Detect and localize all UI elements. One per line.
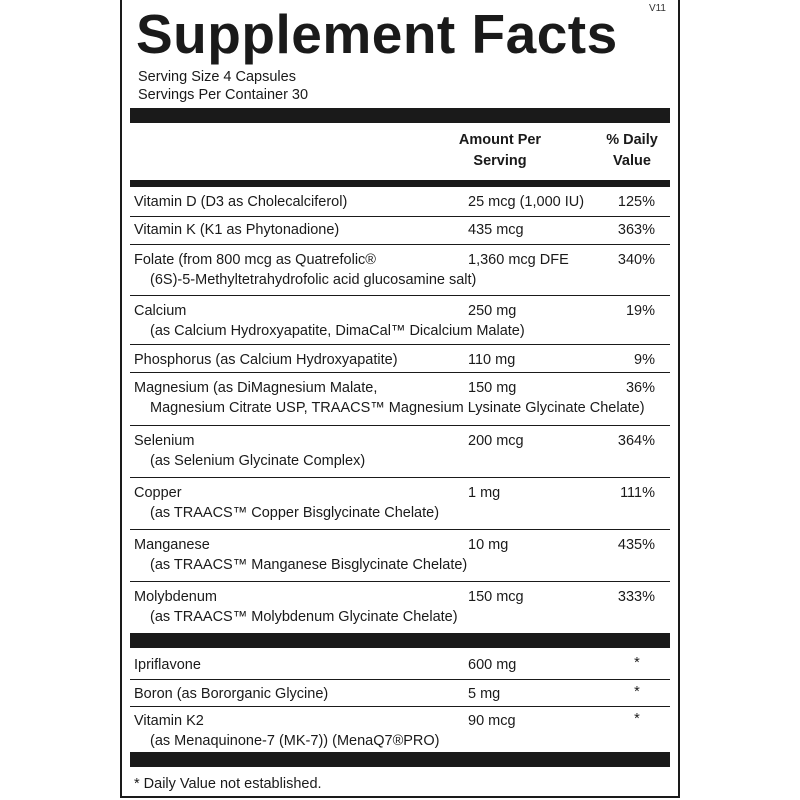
- nutrient-source: (as TRAACS™ Molybdenum Glycinate Chelate): [150, 609, 458, 625]
- nutrient-name: Magnesium (as DiMagnesium Malate,: [134, 380, 378, 396]
- nutrient-source: (6S)-5-Methyltetrahydrofolic acid glucosamine salt): [150, 272, 477, 288]
- nutrient-name: Calcium: [134, 303, 187, 319]
- row-divider: [130, 581, 670, 582]
- nutrient-daily-value: 333%: [617, 589, 655, 605]
- nutrient-amount: 1,360 mcg DFE: [468, 252, 569, 268]
- row-divider: [130, 477, 670, 478]
- nutrient-daily-value: 340%: [617, 252, 655, 268]
- nutrient-name: Boron (as Bororganic Glycine): [134, 686, 329, 702]
- serving-size: Serving Size 4 Capsules: [138, 69, 296, 85]
- nutrient-name: Ipriflavone: [134, 657, 201, 673]
- nutrient-source: (as Calcium Hydroxyapatite, DimaCal™ Dicalcium Malate): [150, 323, 525, 339]
- amount-header-line2: Serving: [473, 153, 527, 169]
- nutrient-name: Folate (from 800 mcg as Quatrefolic®: [134, 252, 376, 268]
- nutrient-amount: 5 mg: [468, 686, 501, 702]
- nutrient-name: Molybdenum: [134, 589, 218, 605]
- nutrient-amount: 150 mg: [468, 380, 517, 396]
- nutrient-source: (as TRAACS™ Copper Bisglycinate Chelate): [150, 505, 440, 521]
- daily-value-asterisk: *: [634, 655, 640, 671]
- nutrient-amount: 110 mg: [468, 352, 516, 368]
- thick-divider-bottom: [130, 752, 670, 767]
- nutrient-name: Vitamin K2: [134, 713, 204, 729]
- nutrient-daily-value: 36%: [625, 380, 655, 396]
- daily-value-asterisk: *: [634, 711, 640, 727]
- footnote: * Daily Value not established.: [134, 776, 322, 792]
- row-divider: [130, 244, 670, 245]
- nutrient-amount: 250 mg: [468, 303, 517, 319]
- supplement-facts-panel: [120, 0, 680, 798]
- nutrient-amount: 1 mg: [468, 485, 501, 501]
- nutrient-daily-value: 364%: [617, 433, 655, 449]
- nutrient-source: (as TRAACS™ Manganese Bisglycinate Chelate): [150, 557, 468, 573]
- nutrient-name: Selenium: [134, 433, 195, 449]
- row-divider: [130, 295, 670, 296]
- nutrient-daily-value: 19%: [625, 303, 655, 319]
- row-divider: [130, 529, 670, 530]
- amount-header: [440, 130, 560, 172]
- row-divider: [130, 372, 670, 373]
- daily-value-asterisk: *: [634, 684, 640, 700]
- nutrient-name: Phosphorus (as Calcium Hydroxyapatite): [134, 352, 398, 368]
- nutrient-amount: 25 mcg (1,000 IU): [468, 194, 585, 210]
- nutrient-daily-value: 125%: [617, 194, 655, 210]
- nutrient-name: Vitamin D (D3 as Cholecalciferol): [134, 194, 348, 210]
- nutrient-amount: 90 mcg: [468, 713, 516, 729]
- servings-per-container: Servings Per Container 30: [138, 87, 309, 103]
- thick-divider-top: [130, 108, 670, 123]
- nutrient-source: (as Selenium Glycinate Complex): [150, 453, 366, 469]
- amount-header-line1: Amount Per: [458, 132, 542, 148]
- nutrient-name: Manganese: [134, 537, 210, 553]
- nutrient-daily-value: 435%: [617, 537, 655, 553]
- nutrient-source: Magnesium Citrate USP, TRAACS™ Magnesium Lysinate Glycinate Chelate): [150, 400, 645, 416]
- nutrient-name: Vitamin K (K1 as Phytonadione): [134, 222, 340, 238]
- nutrient-daily-value: 9%: [634, 352, 655, 368]
- nutrient-daily-value: 363%: [617, 222, 655, 238]
- nutrient-amount: 10 mg: [468, 537, 509, 553]
- nutrient-amount: 600 mg: [468, 657, 517, 673]
- nutrient-amount: 200 mcg: [468, 433, 524, 449]
- daily-value-header-line2: Value: [613, 153, 651, 169]
- row-divider: [130, 344, 670, 345]
- header-divider: [130, 180, 670, 187]
- nutrient-amount: 435 mcg: [468, 222, 524, 238]
- nutrient-name: Copper: [134, 485, 182, 501]
- row-divider: [130, 679, 670, 680]
- panel-title: Supplement Facts: [136, 3, 618, 65]
- daily-value-header-line1: % Daily: [606, 132, 658, 148]
- nutrient-source: (as Menaquinone-7 (MK-7)) (MenaQ7®PRO): [150, 733, 440, 749]
- daily-value-header: [592, 130, 672, 172]
- row-divider: [130, 216, 670, 217]
- nutrient-daily-value: 111%: [620, 485, 655, 501]
- thick-divider-middle: [130, 633, 670, 648]
- nutrient-amount: 150 mcg: [468, 589, 524, 605]
- row-divider: [130, 706, 670, 707]
- row-divider: [130, 425, 670, 426]
- version-label: V11: [648, 3, 666, 14]
